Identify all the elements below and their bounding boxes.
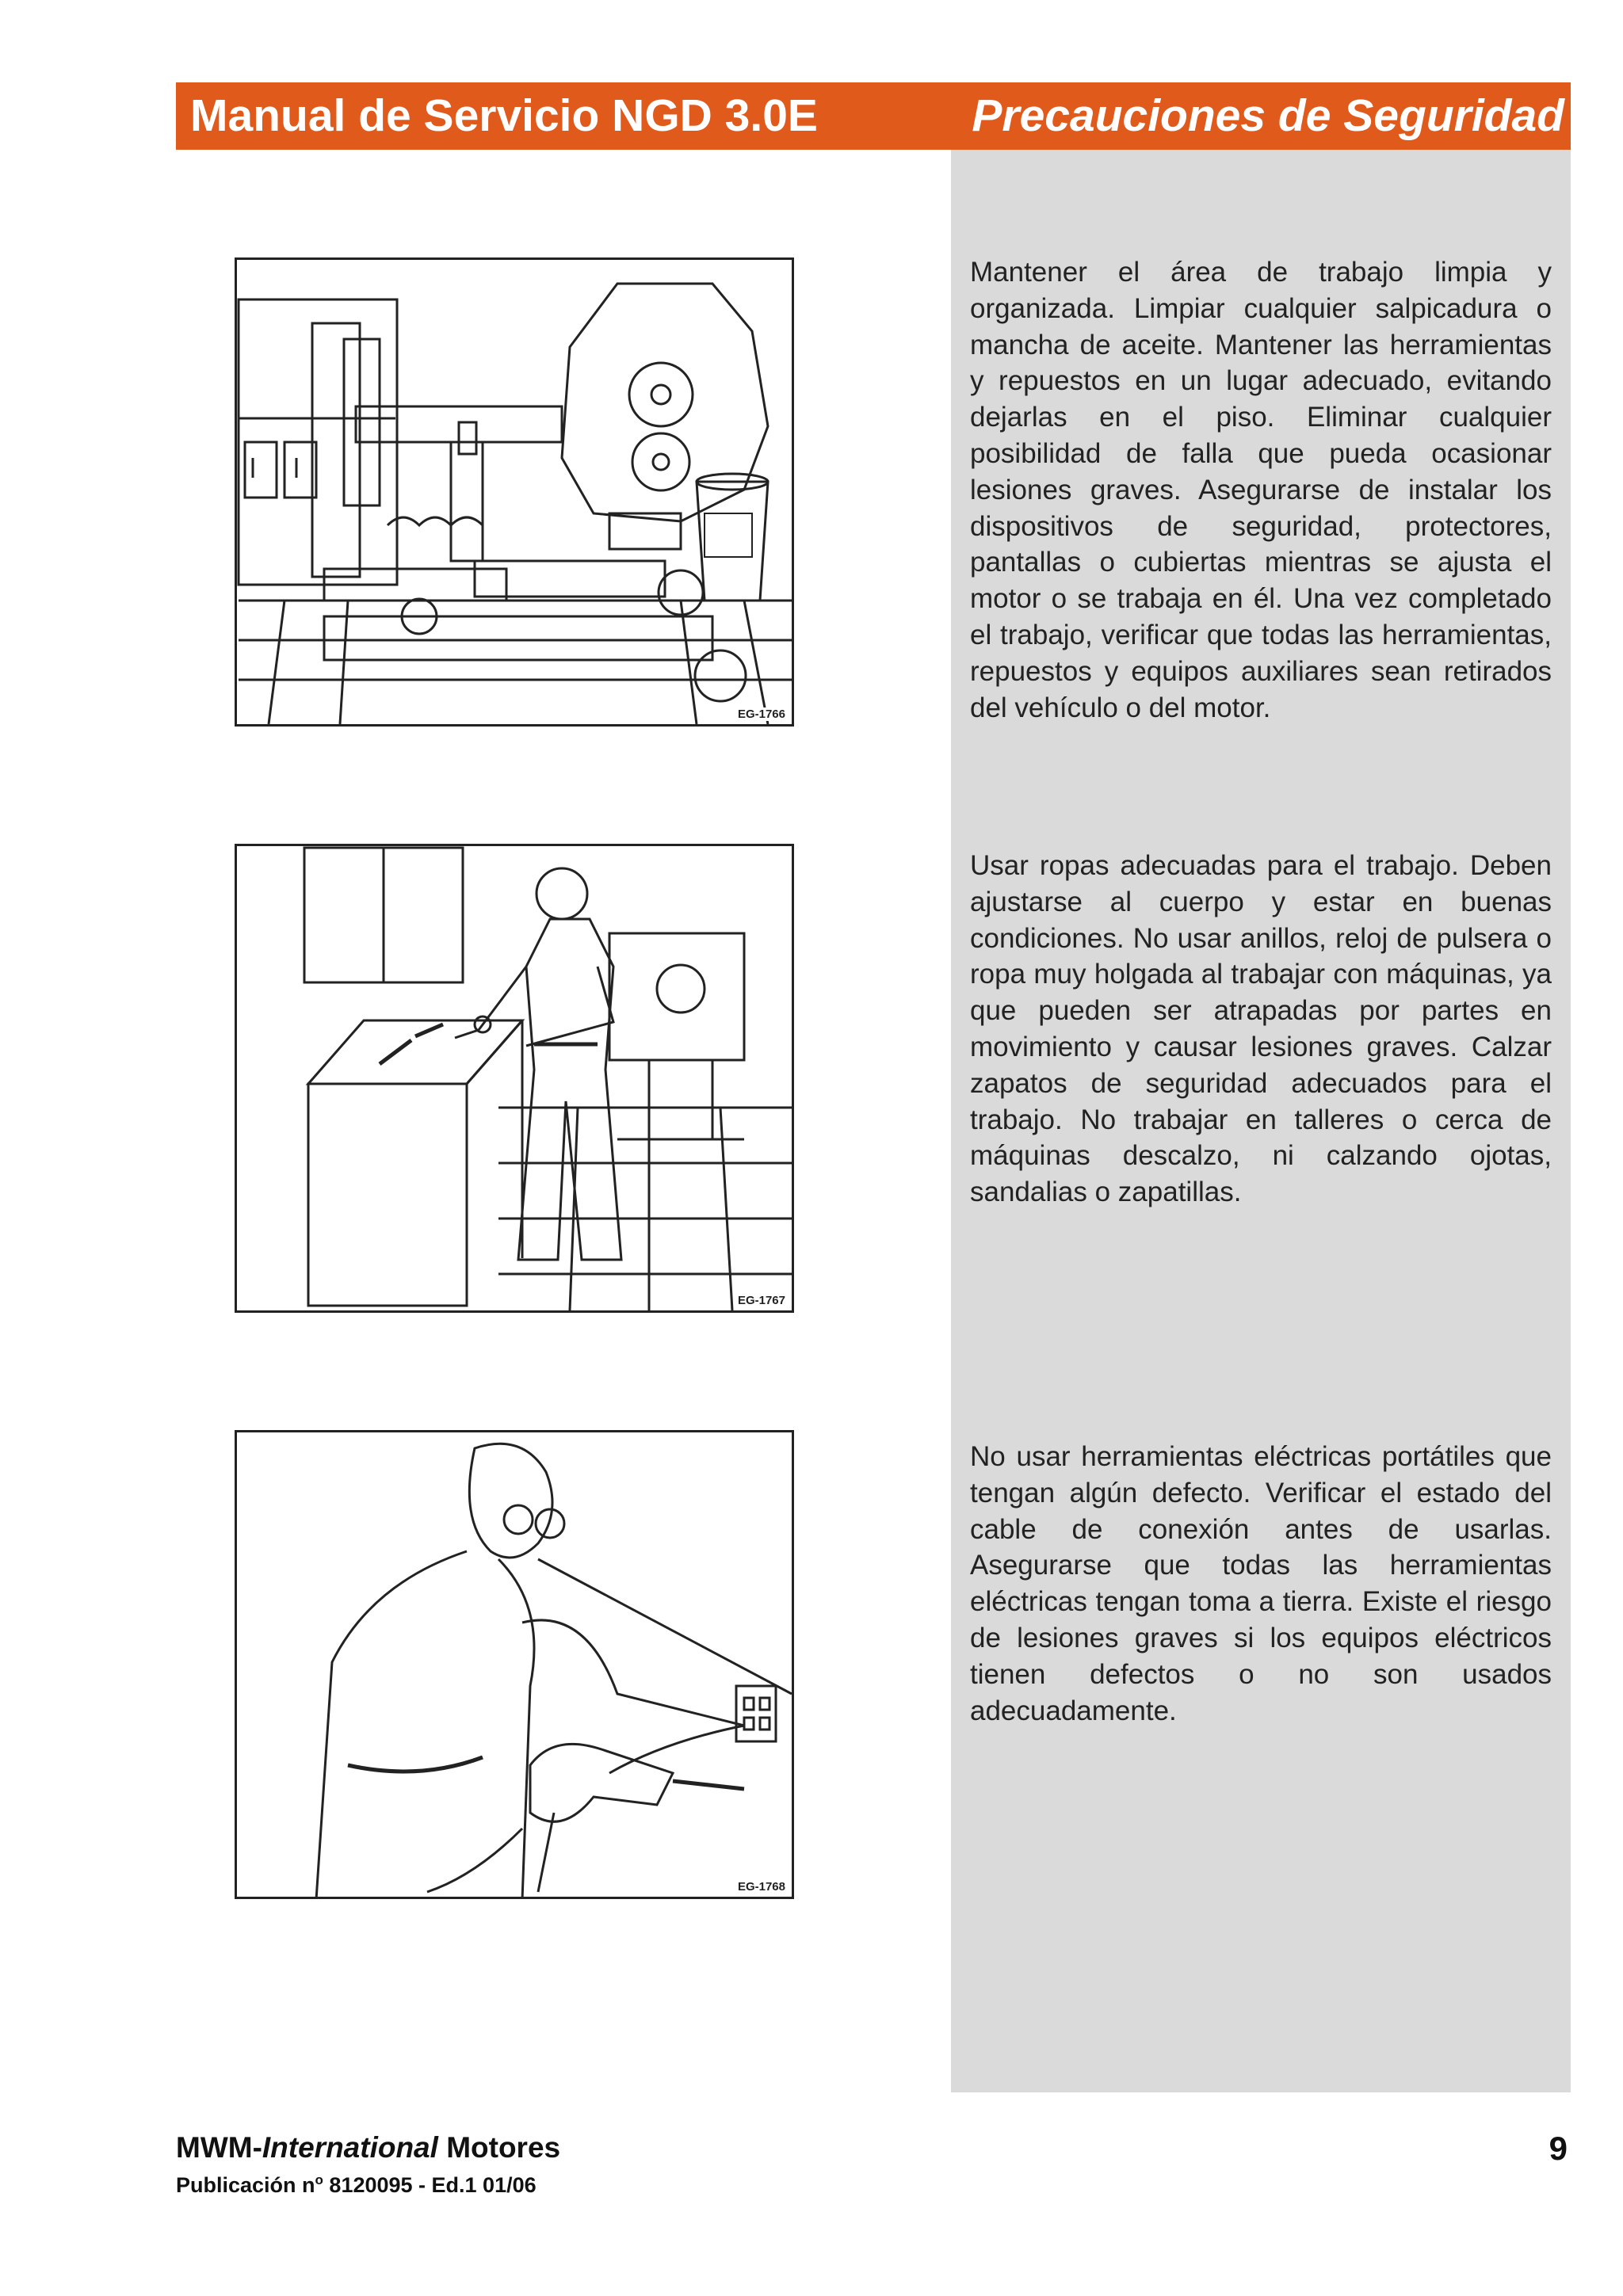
pub-prefix: Publicación n	[176, 2173, 315, 2197]
page-header	[176, 82, 1571, 150]
page-number: 9	[1549, 2130, 1568, 2167]
brand-prefix: MWM-	[176, 2131, 262, 2164]
paragraph-work-area: Mantener el área de trabajo limpia y organizada. Limpiar cualquier salpicadura o mancha de aceite. Mantener las herramientas y repuestos en un lugar adecuado, evitando dejarlas en el piso. Eliminar cualquier posibilidad de falla que pueda ocasionar lesiones graves. Asegurarse de instalar los dispositivos de seguridad, protectores, pantallas o cubiertas mientras se ajusta el motor o se trabaja en él. Una vez completado el trabajo, verificar que todas las herramientas, repuestos y equipos auxiliares sean retirados del vehículo o del motor.	[970, 257, 1552, 723]
footer-brand	[176, 2131, 560, 2164]
header-subtitle: Precauciones de Seguridad	[972, 90, 1564, 141]
figure-mechanic-workbench	[235, 844, 794, 1313]
figure-engine-stand	[235, 257, 794, 727]
mechanic-workbench-illustration	[237, 846, 792, 1310]
paragraph-clothing: Usar ropas adecuadas para el trabajo. Deben ajustarse al cuerpo y estar en buenas condiciones. No usar anillos, reloj de pulsera o ropa muy holgada al trabajar con máquinas, ya que pueden ser atrapadas por partes en movimiento y causar lesiones graves. Calzar zapatos de seguridad adecuados para el trabajo. No trabajar en talleres o cerca de máquinas descalzo, ni calzando ojotas, sandalias o zapatillas.	[970, 850, 1552, 1208]
pub-suffix: 8120095 - Ed.1 01/06	[323, 2173, 537, 2197]
brand-suffix: Motores	[437, 2131, 561, 2164]
paragraph-electric-tools: No usar herramientas eléctricas portátiles que tengan algún defecto. Verificar el estado del cable de conexión antes de usarlas. Asegurarse que todas las herramientas eléctricas tengan toma a tierra. Existe el riesgo de lesiones graves si los equipos eléctricos tienen defectos o no son usados adecuadamente.	[970, 1441, 1552, 1726]
brand-italic: International	[262, 2131, 438, 2164]
engine-stand-illustration	[237, 260, 792, 724]
header-title: Manual de Servicio NGD 3.0E	[190, 90, 818, 141]
mechanic-drill-illustration	[237, 1432, 792, 1897]
figure-code: EG-1767	[737, 1294, 785, 1307]
figure-code: EG-1768	[737, 1880, 785, 1894]
figure-code: EG-1766	[737, 707, 785, 721]
pub-sup: o	[315, 2172, 323, 2187]
figure-mechanic-drill	[235, 1430, 794, 1899]
footer-publication	[176, 2172, 537, 2198]
